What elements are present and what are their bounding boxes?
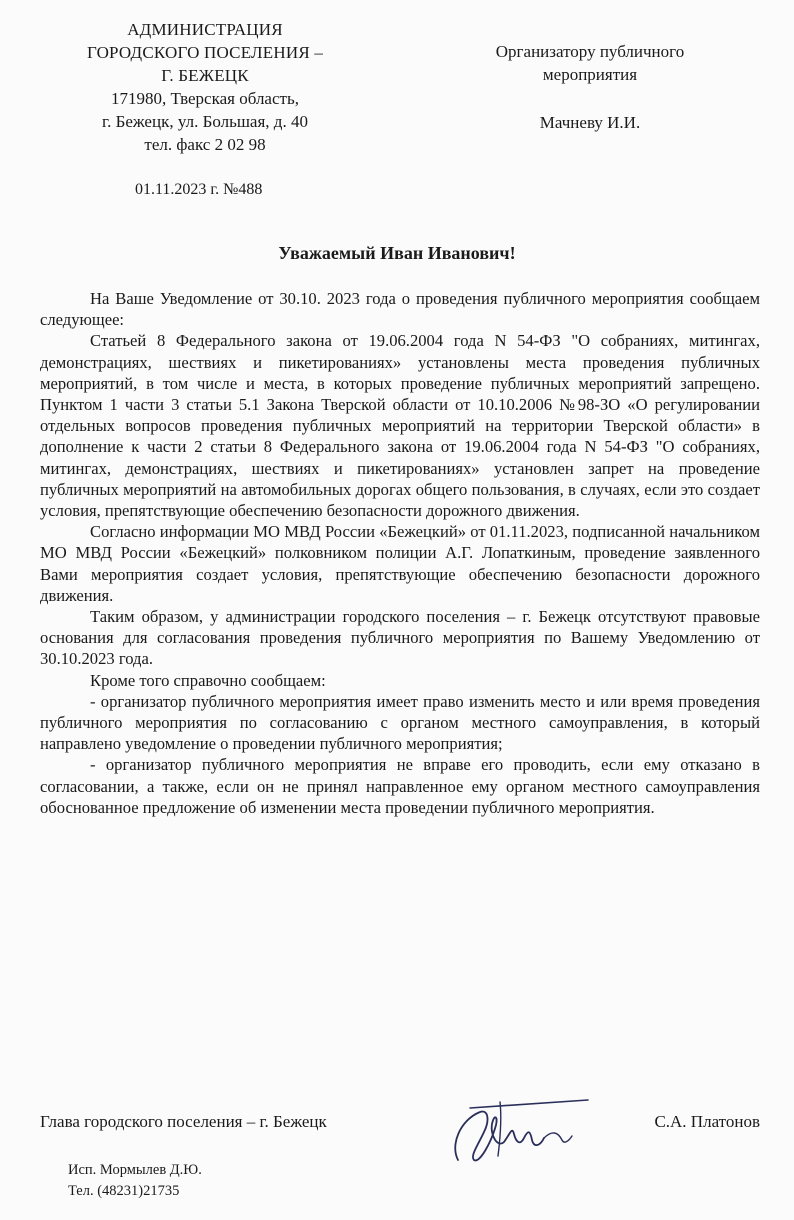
executor-phone: Тел. (48231)21735 (68, 1183, 180, 1199)
sender-line: ГОРОДСКОГО ПОСЕЛЕНИЯ – (86, 43, 324, 62)
handwritten-signature (440, 1090, 590, 1170)
recipient-role: мероприятия (542, 65, 638, 84)
letter-body (40, 288, 760, 818)
body-paragraph: Согласно информации МО МВД России «Бежецкий» от 01.11.2023, подписанной начальником МО МВД России «Бежецкий» полковником полиции А.Г. Лопаткиным, проведение заявленного Вами мероприятия создает условия, препятствующие обеспечению безопасности дорожного движения. (40, 522, 760, 605)
recipient-name: Мачневу И.И. (539, 113, 641, 132)
signatory-title: Глава городского поселения – г. Бежецк (40, 1112, 327, 1131)
letter-date-number: 01.11.2023 г. №488 (135, 181, 263, 198)
sender-block (60, 18, 350, 201)
body-paragraph: - организатор публичного мероприятия имеет право изменить место и или время проведения публичного мероприятия по согласованию с органом местного самоуправления, в который направлено уведомление о проведении публичного мероприятия; (40, 691, 760, 754)
sender-line: АДМИНИСТРАЦИЯ (127, 20, 283, 39)
body-paragraph: - организатор публичного мероприятия не вправе его проводить, если ему отказано в согласовании, а также, если он не принял направленное ему органом местного самоуправления обоснованное предложение об изменении места проведении публичного мероприятия. (40, 755, 760, 817)
body-paragraph: На Ваше Уведомление от 30.10. 2023 года о проведения публичного мероприятия сообщаем следующее: (40, 289, 760, 330)
signatory-name: С.А. Платонов (654, 1112, 760, 1131)
executor-name: Исп. Мормылев Д.Ю. (68, 1162, 202, 1178)
salutation: Уважаемый Иван Иванович! (278, 243, 516, 263)
sender-address-line: 171980, Тверская область, (111, 89, 299, 108)
body-paragraph: Статьей 8 Федерального закона от 19.06.2004 года N 54-ФЗ "О собраниях, митингах, демонстрациях, шествиях и пикетированиях» установлены места проведения публичных мероприятий, в том числе и места, в которых проведение публичных мероприятий запрещено. Пунктом 1 части 3 статьи 5.1 Закона Тверской области от 10.10.2006 №98-ЗО «О регулировании отдельных вопросов проведения публичных мероприятий на территории Тверской области» в дополнение к части 2 статьи 8 Федерального закона от 19.06.2004 года N 54-ФЗ "О собраниях, митингах, демонстрациях, шествиях и пикетированиях» установлен запрет на проведение публичных мероприятий на автомобильных дорогах общего пользования, в случаях, если это создает условия, препятствующие обеспечению безопасности дорожного движения. (40, 331, 760, 521)
body-paragraph: Кроме того справочно сообщаем: (90, 670, 326, 690)
body-paragraph: Таким образом, у администрации городского поселения – г. Бежецк отсутствуют правовые основания для согласования проведения публичного мероприятия по Вашему Уведомлению от 30.10.2023 года. (40, 607, 760, 669)
executor-block (68, 1160, 202, 1202)
sender-address-line: г. Бежецк, ул. Большая, д. 40 (102, 112, 308, 131)
sender-phone: тел. факс 2 02 98 (144, 135, 266, 154)
sender-line: Г. БЕЖЕЦК (161, 66, 249, 85)
recipient-block (450, 40, 730, 134)
recipient-role: Организатору публичного (495, 42, 685, 61)
